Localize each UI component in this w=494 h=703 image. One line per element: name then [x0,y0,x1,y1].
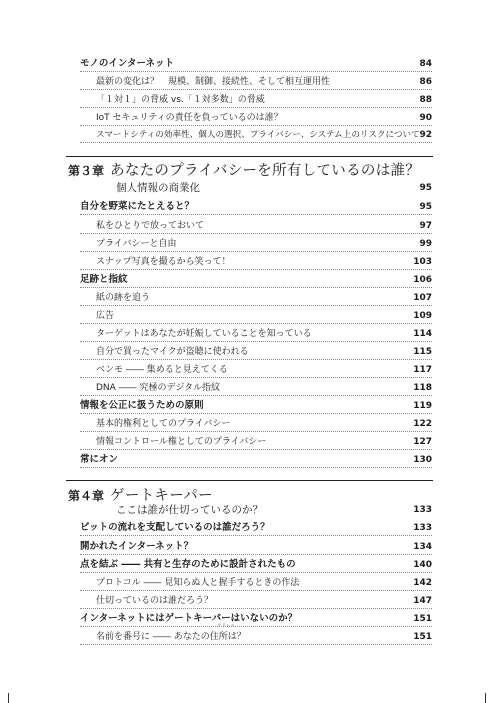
entry-title: 私をひとりで放っておいて [96,221,205,231]
chapter-number: 第４章 [68,489,105,503]
entry-page-number: 109 [413,311,432,321]
toc-entry [0,127,494,143]
entry-page-number: 147 [413,596,432,606]
toc-entry [0,56,494,72]
dotted-leader [80,535,432,536]
chapter-heading [68,159,420,180]
toc-entry [0,236,494,252]
entry-title: 最新の変化は？ 規模、制御、接続性、そして相互運用性 [96,77,331,87]
entry-page-number: 95 [419,202,432,212]
chapter-title: あなたのプライバシーを所有しているのは誰？ [110,163,421,179]
dotted-leader [80,251,432,252]
toc-entry [0,92,494,108]
toc-entry [0,629,494,645]
toc-entry [0,218,494,234]
dotted-leader [80,395,432,396]
dotted-leader [80,359,432,360]
chapter-page-number: 133 [413,505,432,515]
chapter-title: ゲートキーパー [110,488,213,504]
entry-title: 情報を公正に扱うための原則 [80,400,204,411]
toc-entry [0,398,494,414]
toc-entry [0,308,494,324]
entry-title: プライバシーと自由 [96,239,177,249]
toc-entry [0,199,494,215]
dotted-leader [80,71,432,72]
toc-entry [0,557,494,573]
dotted-leader [80,590,432,591]
entry-page-number: 115 [413,347,432,357]
entry-title: 仕切っているのは誰だろう？ [96,596,214,606]
chapter-subtitle: ここは誰が仕切っているのか？ [116,504,263,516]
entry-page-number: 106 [413,275,432,285]
entry-page-number: 118 [413,383,432,393]
entry-page-number: 142 [413,578,432,588]
dotted-leader [80,125,432,126]
dotted-leader [80,89,432,90]
entry-title: 常にオン [80,454,119,465]
entry-page-number: 99 [419,239,432,249]
entry-page-number: 134 [413,542,432,552]
entry-title: 自分で買ったマイクが盗聴に使われる [96,347,249,357]
entry-title: モノのインターネット [80,58,175,69]
entry-title: スマートシティの効率性、個人の選択、プライバシー、システム上のリスクについて [96,130,420,140]
dotted-leader [80,323,432,324]
entry-page-number: 151 [413,614,432,624]
toc-entry [0,611,494,627]
dotted-leader [80,413,432,414]
toc-entry [0,434,494,450]
dotted-leader [80,431,432,432]
dotted-leader [80,107,432,108]
entry-title: DNA ―― 究極のデジタル指紋 [96,383,221,393]
entry-page-number: 122 [413,419,432,429]
entry-title: 情報コントロール権としてのプライバシー [96,437,267,447]
chapter-rule [66,156,433,157]
dotted-leader [80,214,432,215]
toc-entry [0,326,494,342]
entry-page-number: 114 [413,329,432,339]
entry-page-number: 151 [413,632,432,642]
toc-entry [0,575,494,591]
crop-mark [0,693,9,703]
dotted-leader [80,233,432,234]
dotted-leader [80,608,432,609]
entry-page-number: 90 [419,113,432,123]
entry-title: プロトコル ―― 見知らぬ人と握手するときの作法 [96,578,300,588]
entry-page-number: 127 [413,437,432,447]
dotted-leader [80,305,432,306]
entry-page-number: 140 [413,560,432,570]
toc-entry [0,272,494,288]
entry-title: 広告 [96,311,115,321]
toc-entry [0,520,494,536]
dotted-leader [80,377,432,378]
entry-title: 点を結ぶ ―― 共有と生存のために設計されたもの [80,559,296,570]
toc-entry [0,593,494,609]
toc-entry [0,254,494,270]
dotted-leader [80,269,432,270]
chapter-number: 第３章 [68,164,105,178]
entry-page-number: 86 [419,77,432,87]
entry-title: 自分を野菜にたとえると？ [80,201,195,212]
entry-title: 名前を番号に ―― あなたの住所は？ [96,632,246,642]
entry-page-number: 92 [419,130,432,140]
entry-page-number: 103 [413,257,432,267]
entry-page-number: 84 [419,59,432,69]
entry-page-number: 133 [413,523,432,533]
toc-entry [0,416,494,432]
toc-entry [0,344,494,360]
dotted-leader [80,287,432,288]
entry-title: ベンモ ―― 集めると見えてくる [96,365,228,375]
dotted-leader [80,644,432,645]
dotted-leader [80,449,432,450]
entry-title: インターネットにはゲートキーパーはいないのか？ [80,613,298,624]
toc-entry [0,539,494,555]
entry-title: スナップ写真を撮るから笑って！ [96,257,231,267]
entry-title: 紙の跡を追う [96,293,151,303]
toc-entry [0,290,494,306]
dotted-leader [80,554,432,555]
toc-entry [0,110,494,126]
crop-mark [485,693,494,703]
chapter-subtitle: 個人情報の商業化 [116,182,200,194]
toc-entry [0,380,494,396]
entry-title: ビットの流れを支配しているのは誰だろう？ [80,522,270,533]
dotted-leader [80,572,432,573]
entry-page-number: 88 [419,95,432,105]
entry-page-number: 119 [413,401,432,411]
entry-title: 足跡と指紋 [80,274,128,285]
entry-page-number: 130 [413,455,432,465]
entry-page-number: 107 [413,293,432,303]
dotted-leader [80,142,432,143]
toc-entry [0,74,494,90]
entry-title: ターゲットはあなたが妊娠していることを知っている [96,329,312,339]
chapter-rule [66,480,433,481]
ruby-annotation: アドレス [217,624,235,629]
entry-page-number: 117 [413,365,432,375]
toc-entry [0,452,494,468]
dotted-leader [80,341,432,342]
chapter-page-number: 95 [419,183,432,193]
dotted-leader [80,467,432,468]
entry-page-number: 97 [419,221,432,231]
entry-title: IoT セキュリティの責任を負っているのは誰？ [96,113,283,123]
dotted-leader [80,626,432,627]
entry-title: 基本的権利としてのプライバシー [96,419,231,429]
toc-entry [0,362,494,378]
entry-title: 「１対１」の脅威 vs.「１対多数」の脅威 [96,95,265,105]
entry-title: 開かれたインターネット？ [80,541,194,552]
